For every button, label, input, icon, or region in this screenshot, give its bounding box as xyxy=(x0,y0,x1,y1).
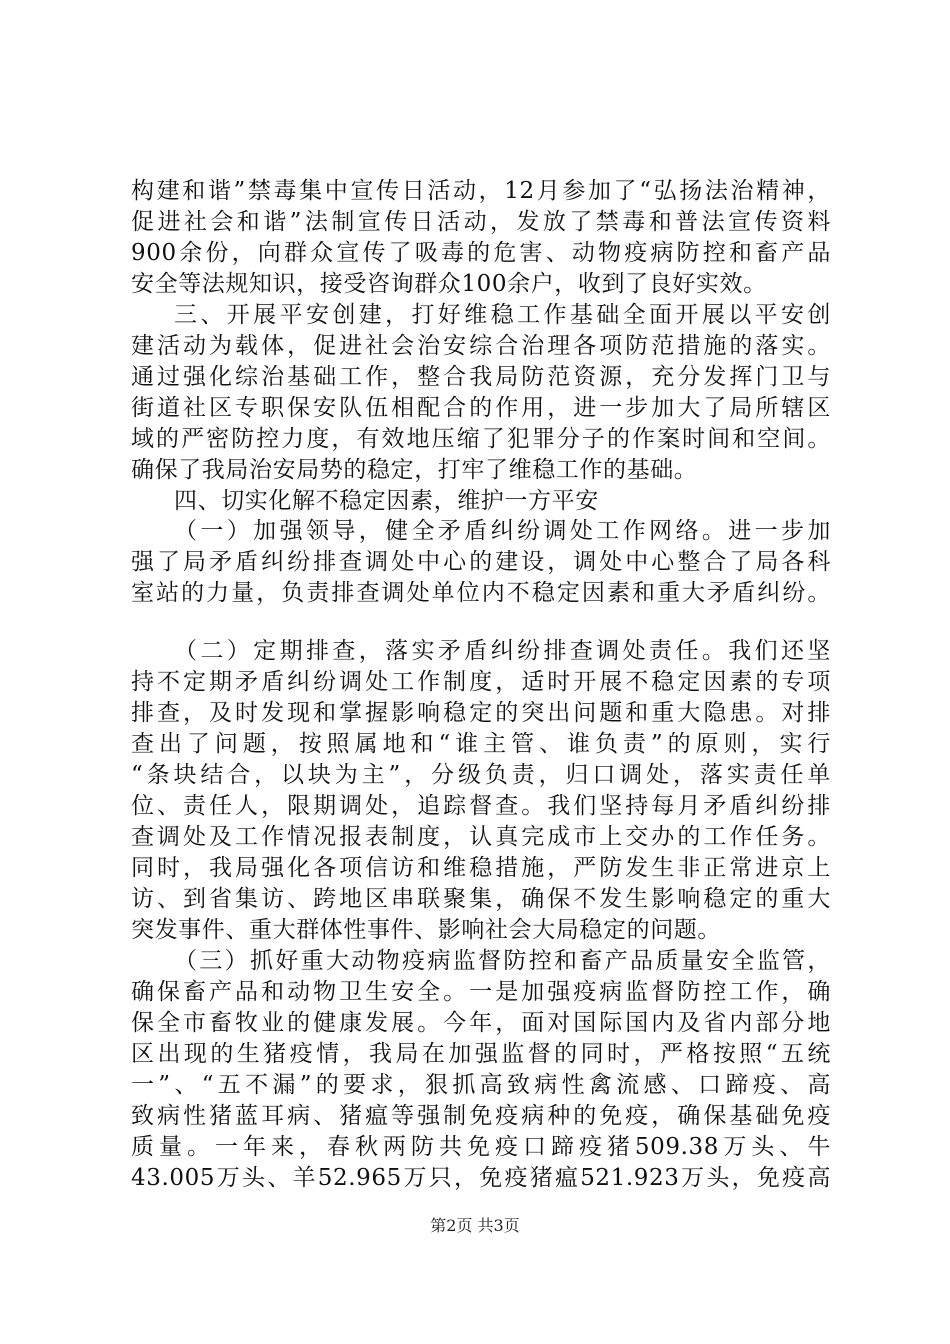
text-line: 同时，我局强化各项信访和维稳措施，严防发生非正常进京上 xyxy=(131,855,831,881)
text-line: 域的严密防控力度，有效地压缩了犯罪分子的作案时间和空间。 xyxy=(131,426,831,452)
text-line: 访、到省集访、跨地区串联聚集，确保不发生影响稳定的重大 xyxy=(131,886,831,912)
paragraph-start: （一）加强领导，健全矛盾纠纷调处工作网络。进一步加 xyxy=(174,518,831,544)
text-line: 一”、“五不漏”的要求，狠抓高致病性禽流感、口蹄疫、高 xyxy=(131,1072,831,1098)
text-line: 900余份，向群众宣传了吸毒的危害、动物疫病防控和畜产品 xyxy=(131,240,831,266)
paragraph-start: （三）抓好重大动物疫病监督防控和畜产品质量安全监管， xyxy=(174,948,831,974)
text-line: 位、责任人，限期调处，追踪督查。我们坚持每月矛盾纠纷排 xyxy=(131,793,831,819)
text-line: 突发事件、重大群体性事件、影响社会大局稳定的问题。 xyxy=(131,917,721,943)
text-line: 持不定期矛盾纠纷调处工作制度，适时开展不稳定因素的专项 xyxy=(131,669,831,695)
text-line: 确保了我局治安局势的稳定，打牢了维稳工作的基础。 xyxy=(131,457,698,483)
text-line: 室站的力量，负责排查调处单位内不稳定因素和重大矛盾纠纷。 xyxy=(131,580,831,606)
text-line: 区出现的生猪疫情，我局在加强监督的同时，严格按照“五统 xyxy=(131,1041,831,1067)
text-line: 查出了问题，按照属地和“谁主管、谁负责”的原则，实行 xyxy=(131,731,831,757)
text-line: 安全等法规知识，接受咨询群众100余户，收到了良好实效。 xyxy=(131,271,767,297)
paragraph-heading-3: 三、开展平安创建，打好维稳工作基础全面开展以平安创 xyxy=(174,302,831,328)
text-line: 街道社区专职保安队伍相配合的作用，进一步加大了局所辖区 xyxy=(131,395,831,421)
text-line: 质量。一年来，春秋两防共免疫口蹄疫猪509.38万头、牛 xyxy=(131,1134,831,1160)
section-heading-4: 四、切实化解不稳定因素，维护一方平安 xyxy=(174,488,599,514)
text-line: 43.005万头、羊52.965万只，免疫猪瘟521.923万头，免疫高 xyxy=(131,1165,831,1191)
text-line: 强了局矛盾纠纷排查调处中心的建设，调处中心整合了局各科 xyxy=(131,549,831,575)
text-line: 促进社会和谐”法制宣传日活动，发放了禁毒和普法宣传资料 xyxy=(131,209,831,235)
text-line: 确保畜产品和动物卫生安全。一是加强疫病监督防控工作，确 xyxy=(131,979,831,1005)
text-line: 建活动为载体，促进社会治安综合治理各项防范措施的落实。 xyxy=(131,333,831,359)
text-line: 查调处及工作情况报表制度，认真完成市上交办的工作任务。 xyxy=(131,824,831,850)
text-line: 致病性猪蓝耳病、猪瘟等强制免疫病种的免疫，确保基础免疫 xyxy=(131,1103,831,1129)
text-line: 构建和谐”禁毒集中宣传日活动，12月参加了“弘扬法治精神， xyxy=(131,178,831,204)
text-line: 保全市畜牧业的健康发展。今年，面对国际国内及省内部分地 xyxy=(131,1010,831,1036)
paragraph-start: （二）定期排查，落实矛盾纠纷排查调处责任。我们还坚 xyxy=(174,638,831,664)
text-line: “条块结合，以块为主”，分级负责，归口调处，落实责任单 xyxy=(131,762,831,788)
page-number-footer: 第2页 共3页 xyxy=(430,1216,520,1235)
text-line: 排查，及时发现和掌握影响稳定的突出问题和重大隐患。对排 xyxy=(131,700,831,726)
text-line: 通过强化综治基础工作，整合我局防范资源，充分发挥门卫与 xyxy=(131,364,831,390)
